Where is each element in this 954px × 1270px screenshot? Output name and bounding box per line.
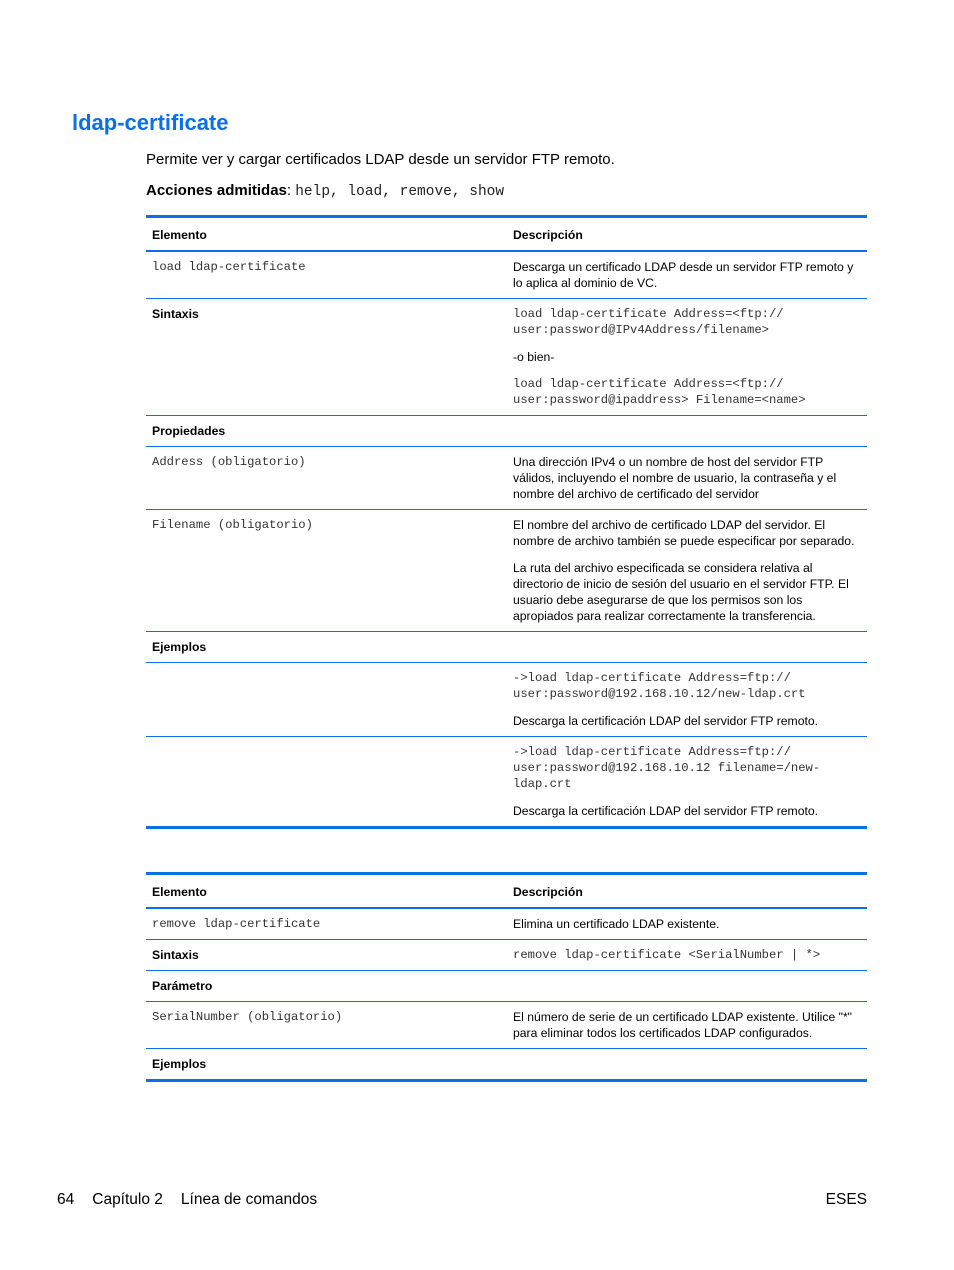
section-heading: ldap-certificate [72,110,229,135]
row-description [507,416,867,447]
row-item: Sintaxis [146,299,507,416]
supported-actions-commands: help, load, remove, show [295,184,505,200]
language-code: ESES [825,1191,867,1208]
row-description: Descarga un certificado LDAP desde un servidor FTP remoto y lo aplica al dominio de VC. [513,260,854,290]
table-row [146,447,867,510]
table-header-row [146,874,867,909]
table-row [146,416,867,447]
row-description: ->load ldap-certificate Address=ftp:// user:password@192.168.10.12/new-ldap.crt Descarga la certificación LDAP del servidor FTP remoto. [507,663,867,737]
table-row [146,908,867,940]
row-description: Elimina un certificado LDAP existente. [513,917,720,931]
table-header-row [146,217,867,252]
row-item: Filename (obligatorio) [146,510,507,632]
row-description: Una dirección IPv4 o un nombre de host del servidor FTP válidos, incluyendo el nombre de usuario, la contraseña y el nombre del archivo de certificado del servidor [507,447,867,510]
table-row [146,1002,867,1049]
column-header-element: Elemento [152,885,207,899]
table-row [146,663,867,737]
row-description: load ldap-certificate Address=<ftp:// user:password@IPv4Address/filename> -o bien- load ldap-certificate Address=<ftp:// user:password@ipaddress> Filename=<name> [507,299,867,416]
table-row [146,971,867,1002]
page-footer-left [57,1191,335,1209]
supported-actions-separator: : [286,182,296,199]
chapter-number: Capítulo 2 [92,1191,163,1208]
table-row [146,251,867,299]
chapter-title: Línea de comandos [180,1191,318,1208]
row-item [146,663,507,737]
row-item [146,737,507,828]
row-item: Address (obligatorio) [146,447,507,510]
row-item: Propiedades [146,416,507,447]
row-item: Ejemplos [146,1049,507,1081]
load-certificate-table [146,215,867,829]
page-number: 64 [57,1191,75,1208]
row-description [507,971,867,1002]
supported-actions [146,182,504,200]
row-description: remove ldap-certificate <SerialNumber | *> [507,940,867,971]
table-row [146,737,867,828]
row-description: El nombre del archivo de certificado LDAP del servidor. El nombre de archivo también se puede especificar por separado. La ruta del archivo especificada se considera relativa al directorio de inicio de sesión del usuario en el servidor FTP. El usuario debe asegurarse de que los permisos son los apropiados para realizar correctamente la transferencia. [507,510,867,632]
remove-certificate-table [146,872,867,1082]
table-row [146,632,867,663]
row-item: SerialNumber (obligatorio) [146,1002,507,1049]
row-description: El número de serie de un certificado LDAP existente. Utilice "*" para eliminar todos los certificados LDAP configurados. [507,1002,867,1049]
row-description: ->load ldap-certificate Address=ftp:// user:password@192.168.10.12 filename=/new-ldap.crt Descarga la certificación LDAP del servidor FTP remoto. [507,737,867,828]
row-item: Sintaxis [146,940,507,971]
row-description [507,632,867,663]
supported-actions-label: Acciones admitidas [146,182,287,199]
column-header-description: Descripción [513,228,583,242]
row-item: remove ldap-certificate [152,917,321,931]
intro-paragraph: Permite ver y cargar certificados LDAP desde un servidor FTP remoto. [146,151,615,168]
table-row [146,299,867,416]
table-row [146,510,867,632]
table-row [146,1049,867,1081]
column-header-element: Elemento [152,228,207,242]
row-description [507,1049,867,1081]
column-header-description: Descripción [513,885,583,899]
table-row [146,940,867,971]
row-item: Parámetro [146,971,507,1002]
row-item: load ldap-certificate [152,260,306,274]
row-item: Ejemplos [146,632,507,663]
